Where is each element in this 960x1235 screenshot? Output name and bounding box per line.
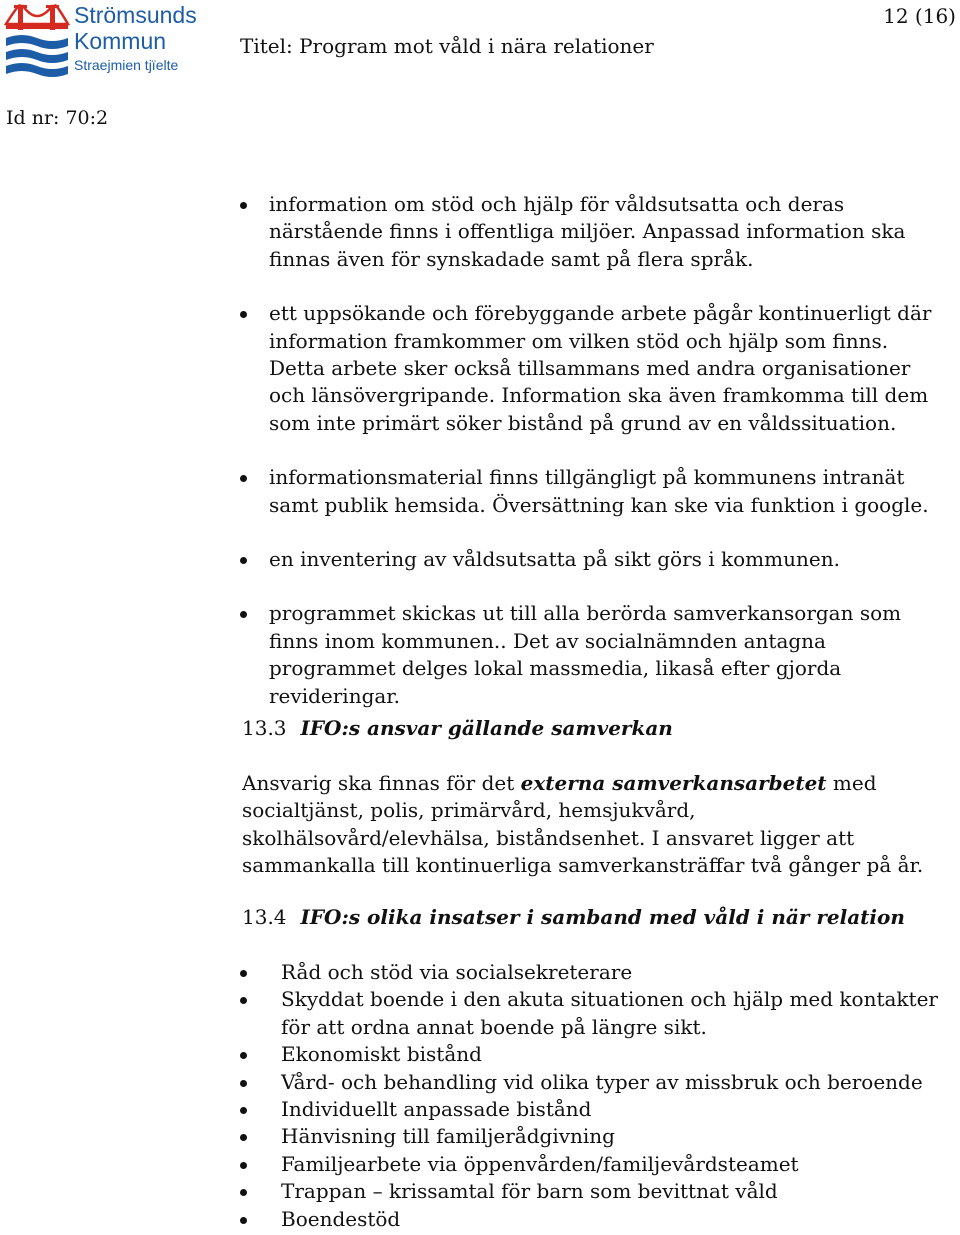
- list-item-text: Råd och stöd via socialsekreterare: [281, 960, 633, 984]
- list-item: [240, 546, 940, 573]
- paragraph-emphasis: externa samverkansarbetet: [520, 771, 827, 795]
- list-item-text: information om stöd och hjälp för våldsutsatta och deras närstående finns i offentliga miljöer. Anpassad information ska finnas även för synskadade samt på flera språk.: [269, 192, 906, 271]
- bullet-icon: [240, 1217, 247, 1224]
- bullet-icon: [240, 1107, 247, 1114]
- bridge-logo-icon: [4, 2, 70, 82]
- list-item-text: programmet skickas ut till alla berörda samverkansorgan som finns inom kommunen.. Det av socialnämnden antagna programmet delges lokal massmedia, likaså efter gjorda revideringar.: [269, 601, 902, 708]
- section-heading-13-4: [242, 905, 905, 929]
- list-item: [240, 1096, 940, 1123]
- list-item: [240, 1123, 940, 1150]
- list-item: [240, 191, 940, 273]
- document-id: Id nr: 70:2: [6, 107, 109, 129]
- list-item-text: Ekonomiskt bistånd: [281, 1042, 482, 1067]
- paragraph-text-start: Ansvarig ska finnas för det: [242, 771, 521, 795]
- logo-name-line1: Strömsunds: [74, 2, 197, 28]
- list-item-text: Familjearbete via öppenvården/familjevårdsteamet: [281, 1151, 799, 1176]
- list-item: [240, 1151, 940, 1178]
- list-item-text: en inventering av våldsutsatta på sikt görs i kommunen.: [269, 547, 840, 572]
- list-item: [240, 959, 940, 986]
- paragraph-text-end: med socialtjänst, polis, primärvård, hemsjukvård, skolhälsovård/elevhälsa, biståndsenhet. I ansvaret ligger att sammankalla till kontinuerliga samverkansträffar två gånger på år.: [242, 771, 924, 878]
- list-item-text: ett uppsökande och förebyggande arbete pågår kontinuerligt där information framkommer om vilken stöd och hjälp som finns. Detta arbete sker också tillsammans med andra organisationer och länsövergripande. Information ska även framkomma till dem som inte primärt söker bistånd på grund av en våldssituation.: [269, 301, 932, 435]
- section-title: IFO:s olika insatser i samband med våld i när relation: [300, 905, 905, 929]
- bullet-icon: [240, 557, 247, 564]
- logo-name-line2: Kommun: [74, 28, 167, 54]
- page-number: 12 (16): [883, 4, 956, 28]
- section-number: 13.4: [242, 905, 287, 929]
- list-item: [240, 1206, 940, 1233]
- list-item: [240, 600, 940, 710]
- list-item-text: Hänvisning till familjerådgivning: [281, 1124, 615, 1149]
- logo-tagline: Straejmien tjïelte: [74, 57, 179, 73]
- bullet-icon: [240, 1080, 247, 1087]
- section-heading-13-3: [242, 716, 673, 740]
- section-number: 13.3: [242, 716, 287, 740]
- list-item-text: Skyddat boende i den akuta situationen och hjälp med kontakter för att ordna annat boende på längre sikt.: [281, 987, 938, 1039]
- list-item-text: informationsmaterial finns tillgängligt på kommunens intranät samt publik hemsida. Översättning kan ske via funktion i google.: [269, 465, 929, 517]
- list-item: [240, 986, 940, 1041]
- list-item: [240, 300, 940, 437]
- interventions-bullet-list: [240, 959, 940, 1233]
- list-item-text: Trappan – krissamtal för barn som bevittnat våld: [281, 1179, 778, 1204]
- document-title: Titel: Program mot våld i nära relationer: [240, 34, 654, 58]
- municipality-logo: [4, 2, 204, 84]
- list-item: [240, 464, 940, 519]
- list-item-text: Individuellt anpassade bistånd: [281, 1097, 592, 1122]
- bullet-icon: [240, 970, 247, 977]
- list-item: [240, 1069, 940, 1096]
- information-bullet-list: [240, 191, 940, 737]
- list-item-text: Vård- och behandling vid olika typer av missbruk och beroende: [281, 1069, 923, 1094]
- list-item: [240, 1041, 940, 1068]
- list-item: [240, 1178, 940, 1205]
- bullet-icon: [240, 202, 247, 209]
- bullet-icon: [240, 1162, 247, 1169]
- list-item-text: Boendestöd: [281, 1206, 401, 1231]
- section-title: IFO:s ansvar gällande samverkan: [300, 716, 673, 740]
- section-paragraph: [242, 770, 948, 880]
